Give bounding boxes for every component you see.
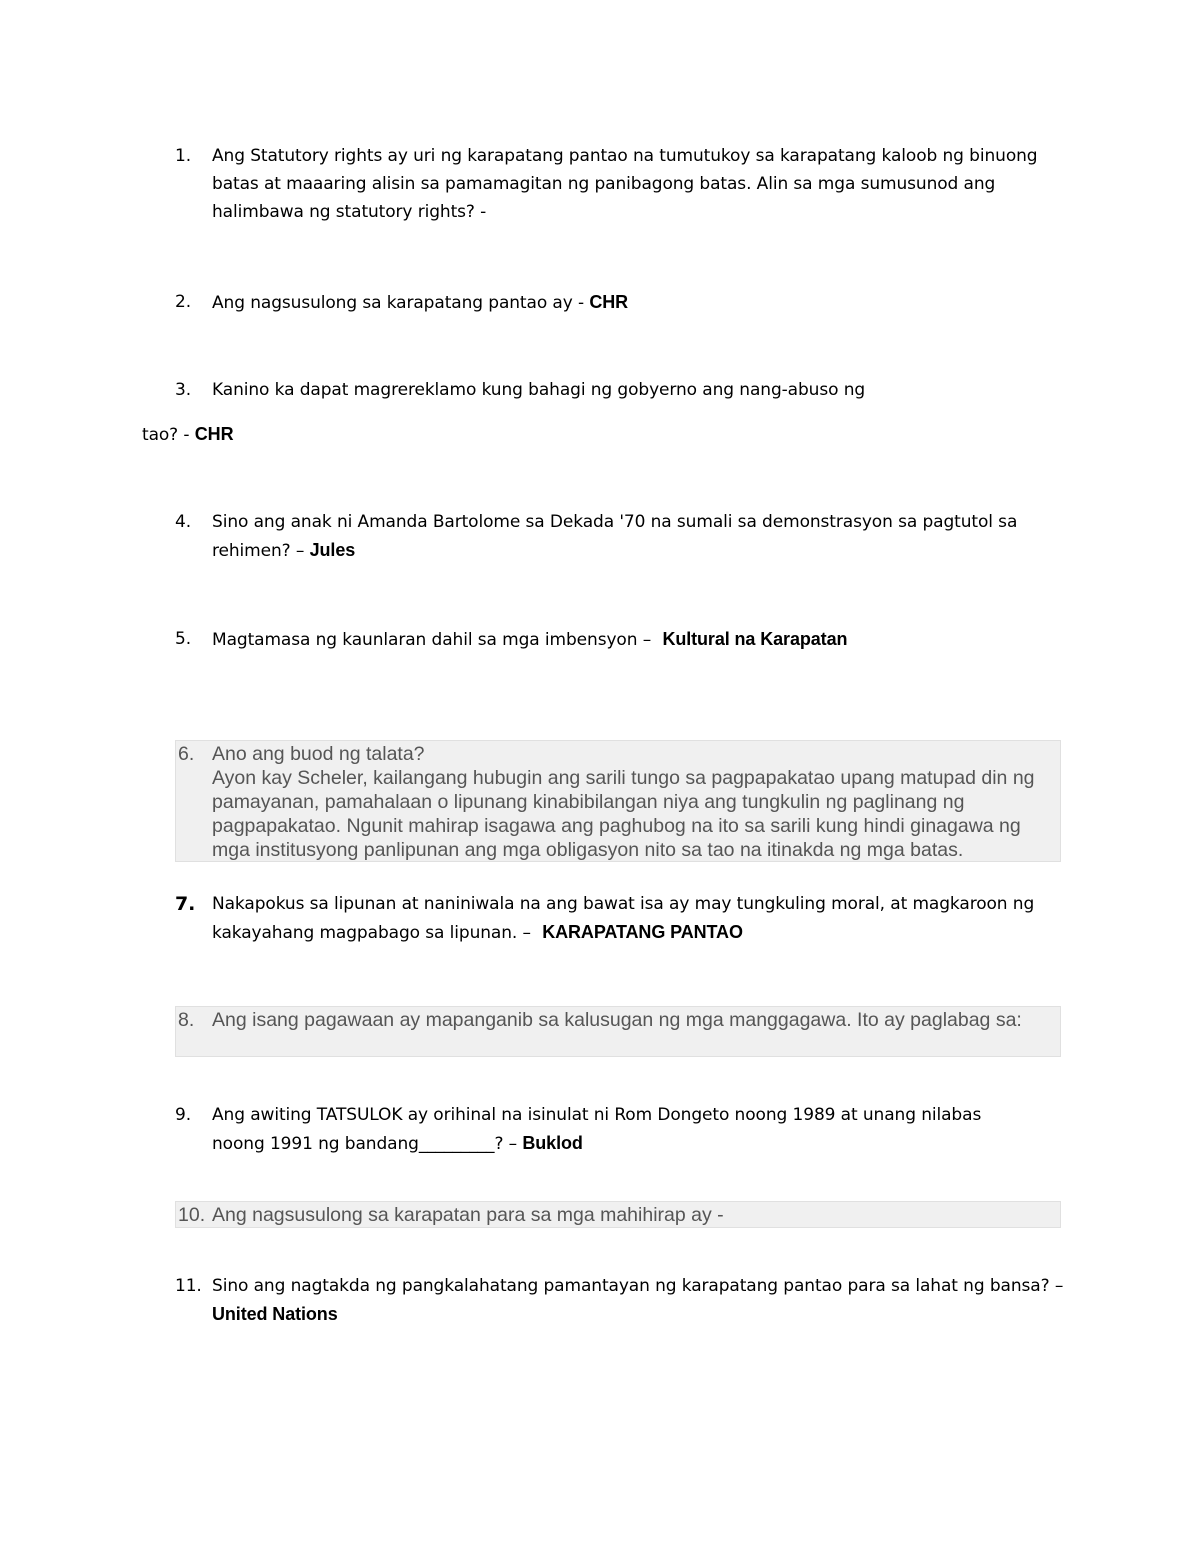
answer: Jules <box>309 540 356 560</box>
question-number: 1. <box>175 146 192 166</box>
answer: Kultural na Karapatan <box>662 629 848 649</box>
question-text: Ang nagsusulong sa karapatang pantao ay - <box>212 293 585 313</box>
answer: KARAPATANG PANTAO <box>542 922 743 942</box>
question-number: 6. <box>178 743 195 765</box>
question-1 <box>0 142 1200 232</box>
question-number: 11. <box>175 1276 202 1296</box>
question-text: Kanino ka dapat magrereklamo kung bahagi ng gobyerno ang nang-abuso ng <box>212 380 866 400</box>
question-5 <box>0 625 1200 655</box>
question-7 <box>0 890 1200 950</box>
question-4 <box>0 508 1200 568</box>
question-text: Ang Statutory rights ay uri ng karapatang pantao na tumutukoy sa karapatang kaloob ng binuong batas at maaaring alisin sa pamamagitan ng panibagong batas. Alin sa mga sumusunod ang halimbawa ng statutory rights? - <box>212 146 1038 222</box>
question-line <box>212 890 1062 947</box>
answer: CHR <box>194 424 234 444</box>
question-text: Ang isang pagawaan ay mapanganib sa kalusugan ng mga manggagawa. Ito ay paglabag sa: <box>212 1009 1022 1031</box>
question-2 <box>0 288 1200 318</box>
question-text: Ang awiting TATSULOK ay orihinal na isinulat ni Rom Dongeto noong 1989 at unang nilabas noong 1991 ng bandang_________? – <box>212 1105 982 1154</box>
question-10-box <box>175 1201 1061 1228</box>
question-8-box <box>175 1006 1061 1057</box>
question-text: Sino ang nagtakda ng pangkalahatang pamantayan ng karapatang pantao para sa lahat ng bansa? – <box>212 1276 1064 1296</box>
answer: United Nations <box>212 1304 338 1324</box>
question-text: Sino ang anak ni Amanda Bartolome sa Dekada '70 na sumali sa demonstrasyon sa pagtutol sa rehimen? – <box>212 512 1018 561</box>
question-6-box <box>175 740 1061 862</box>
question-line <box>212 1101 1012 1158</box>
question-text: Nakapokus sa lipunan at naniniwala na ang bawat isa ay may tungkuling moral, at magkaroon ng kakayahang magpabago sa lipunan. – <box>212 894 1035 943</box>
question-number: 10. <box>178 1204 206 1226</box>
question-3 <box>0 376 1200 406</box>
question-number: 9. <box>175 1105 192 1125</box>
answer: CHR <box>589 292 629 312</box>
passage-text: Ayon kay Scheler, kailangang hubugin ang sarili tungo sa pagpapakatao upang matupad din ng pamayanan, pamahalaan o lipunang kinabibilangan niya ang tungkulin ng paglinang ng pagpapakatao. Ngunit mahirap isagawa ang paghubog na ito sa sarili kung hindi ginagawa ng mga institusyong panlipunan ang mga obligasyon nito sa tao na itinakda ng mga batas. <box>212 767 1035 861</box>
question-number: 2. <box>175 292 192 312</box>
question-3-continuation <box>142 420 233 449</box>
question-line <box>212 288 628 317</box>
question-number: 7. <box>175 893 196 915</box>
question-11 <box>0 1272 1200 1332</box>
question-text: Magtamasa ng kaunlaran dahil sa mga imbensyon – <box>212 630 652 650</box>
question-number: 4. <box>175 512 192 532</box>
question-9 <box>0 1101 1200 1161</box>
question-number: 8. <box>178 1009 195 1031</box>
question-line <box>212 625 847 654</box>
answer: Buklod <box>522 1133 583 1153</box>
question-number: 3. <box>175 380 192 400</box>
question-text: Ano ang buod ng talata? <box>212 743 425 765</box>
question-text: Ang nagsusulong sa karapatan para sa mga mahihirap ay - <box>212 1204 724 1226</box>
question-line <box>212 1272 1072 1329</box>
question-text-continued: tao? - <box>142 425 190 445</box>
question-number: 5. <box>175 629 192 649</box>
question-line <box>212 508 1062 565</box>
